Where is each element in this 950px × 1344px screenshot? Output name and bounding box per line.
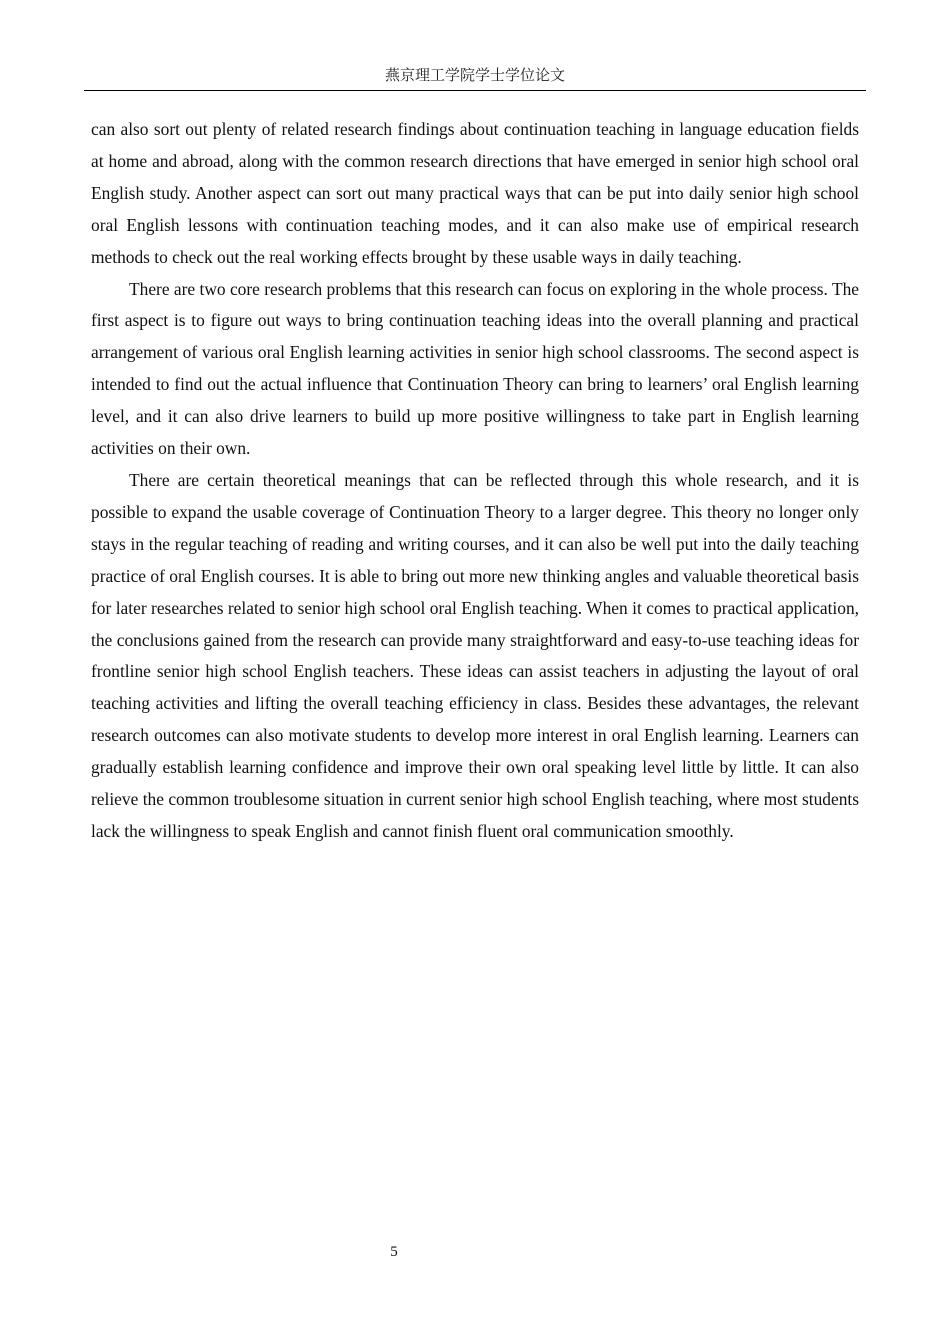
body-text xyxy=(91,114,859,848)
thesis-header-title: 燕京理工学院学士学位论文 xyxy=(384,66,565,84)
paragraph-continuation: can also sort out plenty of related research findings about continuation teaching in language education fields at home and abroad, along with the common research directions that have emerged in senior high school oral English study. Another aspect can sort out many practical ways that can be put into daily senior high school oral English lessons with continuation teaching modes, and it can also make use of empirical research methods to check out the real working effects brought by these usable ways in daily teaching. xyxy=(91,119,859,267)
page-header xyxy=(84,62,866,91)
paragraph-research-problems: There are two core research problems that this research can focus on exploring in the whole process. The first aspect is to figure out ways to bring continuation teaching ideas into the overall planning and practical arrangement of various oral English learning activities in senior high school classrooms. The second aspect is intended to find out the actual influence that Continuation Theory can bring to learners’ oral English learning level, and it can also drive learners to build up more positive willingness to take part in English learning activities on their own. xyxy=(91,278,859,459)
paragraph-research-significance: There are certain theoretical meanings that can be reflected through this whole research, and it is possible to expand the usable coverage of Continuation Theory to a larger degree. This theory no longer only stays in the regular teaching of reading and writing courses, and it can also be well put into the daily teaching practice of oral English courses. It is able to bring out more new thinking angles and valuable theoretical basis for later researches related to senior high school oral English teaching. When it comes to practical application, the conclusions gained from the research can provide many straightforward and easy-to-use teaching ideas for frontline senior high school English teachers. These ideas can assist teachers in adjusting the layout of oral teaching activities and lifting the overall teaching efficiency in class. Besides these advantages, the relevant research outcomes can also motivate students to develop more interest in oral English learning. Learners can gradually establish learning confidence and improve their own oral speaking level little by little. It can also relieve the common troublesome situation in current senior high school English teaching, where most students lack the willingness to speak English and cannot finish fluent oral communication smoothly. xyxy=(91,469,859,841)
page-number: 5 xyxy=(390,1244,398,1260)
